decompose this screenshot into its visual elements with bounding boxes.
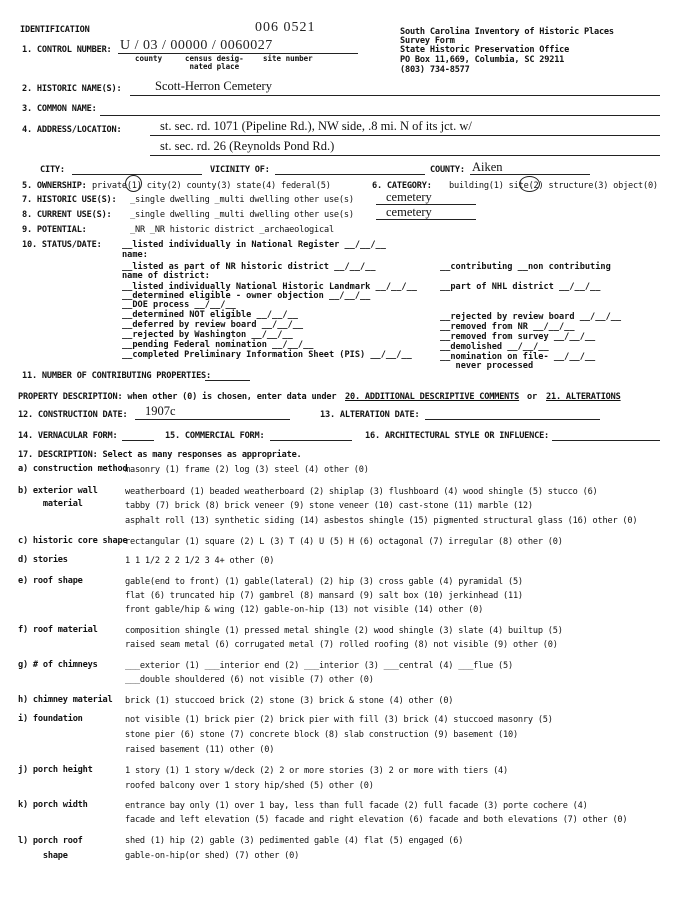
agency-line-3: State Historic Preservation Office	[400, 45, 570, 55]
row-option-line[interactable]: asphalt roll (13) synthetic siding (14) asbestos shingle (15) pigmented structural glass (16) other (0)	[125, 516, 638, 526]
row-option-line[interactable]: gable(end to front) (1) gable(lateral) (2) hip (3) cross gable (4) pyramidal (5)	[125, 577, 523, 587]
control-sub-county: county	[135, 54, 163, 63]
status-right-7[interactable]: __nomination on file- __/__/__	[440, 352, 596, 362]
historic-name-label: 2. HISTORIC NAME(S):	[22, 84, 122, 94]
control-number-value[interactable]: U / 03 / 00000 / 0060027	[120, 38, 273, 53]
row-option-line[interactable]: 1 story (1) 1 story w/deck (2) 2 or more stories (3) 2 or more with tiers (4)	[125, 766, 508, 776]
city-label: CITY:	[40, 165, 65, 175]
row-label: g) # of chimneys	[18, 660, 98, 670]
row-option-line[interactable]: front gable/hip & wing (12) gable-on-hip (13) not visible (14) other (0)	[125, 605, 484, 615]
row-option-line[interactable]: roofed balcony over 1 story hip/shed (5) other (0)	[125, 781, 374, 791]
commercial-underline	[270, 440, 352, 441]
status-left-3[interactable]: __listed as part of NR historic district __/__/__	[122, 262, 376, 272]
row-option-line[interactable]: ___exterior (1) ___interior end (2) ___interior (3) ___central (4) ___flue (5)	[125, 661, 513, 671]
common-name-label: 3. COMMON NAME:	[22, 104, 97, 114]
potential-label: 9. POTENTIAL:	[22, 225, 87, 235]
row-label: k) porch width	[18, 800, 88, 810]
row-option-line[interactable]: flat (6) truncated hip (7) gambrel (8) mansard (9) salt box (10) jerkinhead (11)	[125, 591, 523, 601]
row-option-line[interactable]: rectangular (1) square (2) L (3) T (4) U (5) H (6) octagonal (7) irregular (8) other (0)	[125, 537, 563, 547]
alteration-date-underline	[425, 419, 600, 420]
status-right-8: never processed	[440, 361, 534, 371]
ownership-options[interactable]: private(1) city(2) county(3) state(4) federal(5)	[92, 181, 331, 191]
vicinity-underline	[275, 174, 425, 175]
ownership-private-circle	[125, 175, 142, 192]
architectural-style-underline	[552, 440, 660, 441]
status-left-2: name:	[122, 250, 148, 260]
status-left-11[interactable]: __pending Federal nomination __/__/__	[122, 340, 314, 350]
control-number-label: 1. CONTROL NUMBER:	[22, 45, 112, 55]
status-right-1[interactable]: __contributing __non contributing	[440, 262, 611, 272]
agency-line-4: PO Box 11,669, Columbia, SC 29211	[400, 55, 565, 65]
row-option-line[interactable]: tabby (7) brick (8) brick veneer (9) stone veneer (10) cast-stone (11) marble (12)	[125, 501, 533, 511]
current-uses-value[interactable]: cemetery	[386, 205, 432, 219]
address-label: 4. ADDRESS/LOCATION:	[22, 125, 122, 135]
contributing-underline	[205, 380, 250, 381]
status-left-1[interactable]: __listed individually in National Register __/__/__	[122, 240, 386, 250]
status-right-2[interactable]: __part of NHL district __/__/__	[440, 282, 601, 292]
row-option-line[interactable]: brick (1) stuccoed brick (2) stone (3) brick & stone (4) other (0)	[125, 696, 454, 706]
county-label: COUNTY:	[430, 165, 465, 175]
historic-uses-options[interactable]: _single dwelling _multi dwelling other use(s)	[130, 195, 354, 205]
vernacular-form-label: 14. VERNACULAR FORM:	[18, 431, 118, 441]
status-left-10[interactable]: __rejected by Washington __/__/__	[122, 330, 293, 340]
agency-line-5: (803) 734-8577	[400, 65, 470, 75]
row-option-line[interactable]: gable-on-hip(or shed) (7) other (0)	[125, 851, 300, 861]
status-label: 10. STATUS/DATE:	[22, 240, 102, 250]
row-option-line[interactable]: not visible (1) brick pier (2) brick pier with fill (3) brick (4) stuccoed masonry (5)	[125, 715, 553, 725]
agency-line-1: South Carolina Inventory of Historic Places	[400, 27, 614, 37]
row-label: b) exterior wall material	[18, 486, 98, 509]
ownership-label: 5. OWNERSHIP:	[22, 181, 87, 191]
or-text: or	[527, 392, 537, 402]
common-name-underline	[100, 115, 660, 116]
row-label: l) porch roof shape	[18, 836, 83, 861]
row-label: c) historic core shape	[18, 536, 128, 546]
status-left-12[interactable]: __completed Preliminary Information Sheet (PIS) __/__/__	[122, 350, 412, 360]
row-label: h) chimney material	[18, 695, 113, 705]
row-label: d) stories	[18, 555, 68, 565]
address-line-2[interactable]: st. sec. rd. 26 (Reynolds Pond Rd.)	[160, 139, 335, 153]
status-right-4[interactable]: __removed from NR __/__/__	[440, 322, 575, 332]
contributing-label: 11. NUMBER OF CONTRIBUTING PROPERTIES:	[22, 371, 212, 381]
status-right-5[interactable]: __removed from survey __/__/__	[440, 332, 596, 342]
row-label: f) roof material	[18, 625, 98, 635]
status-left-5[interactable]: __listed individually National Historic Landmark __/__/__	[122, 282, 417, 292]
row-option-line[interactable]: composition shingle (1) pressed metal shingle (2) wood shingle (3) slate (4) builtup (5)	[125, 626, 563, 636]
row-option-line[interactable]: raised seam metal (6) corrugated metal (7) rolled roofing (8) not visible (9) other (0)	[125, 640, 558, 650]
status-left-4: name of district:	[122, 271, 210, 281]
row-option-line[interactable]: ___double shouldered (6) not visible (7) other (0)	[125, 675, 374, 685]
row-option-line[interactable]: weatherboard (1) beaded weatherboard (2) shiplap (3) flushboard (4) wood shingle (5) stucco (6)	[125, 487, 598, 497]
row-option-line[interactable]: facade and left elevation (5) facade and right elevation (6) facade and both elevations (7) other (0)	[125, 815, 628, 825]
row-label: i) foundation	[18, 714, 83, 724]
control-sub-site: site number	[263, 54, 313, 63]
category-options[interactable]: building(1) site(2) structure(3) object(0)	[449, 181, 658, 191]
row-label: a) construction method	[18, 464, 128, 474]
status-left-7[interactable]: __DOE process __/__/__	[122, 300, 236, 310]
row-option-line[interactable]: entrance bay only (1) over 1 bay, less than full facade (2) full facade (3) porte cochere (4)	[125, 801, 588, 811]
row-option-line[interactable]: masonry (1) frame (2) log (3) steel (4) other (0)	[125, 465, 369, 475]
row-label: e) roof shape	[18, 576, 83, 586]
architectural-style-label: 16. ARCHITECTURAL STYLE OR INFLUENCE:	[365, 431, 550, 441]
county-value[interactable]: Aiken	[472, 160, 503, 174]
status-left-8[interactable]: __determined NOT eligible __/__/__	[122, 310, 298, 320]
construction-date-label: 12. CONSTRUCTION DATE:	[18, 410, 128, 420]
current-uses-label: 8. CURRENT USE(S):	[22, 210, 112, 220]
row-option-line[interactable]: stone pier (6) stone (7) concrete block (8) slab construction (9) basement (10)	[125, 730, 518, 740]
address-line-1[interactable]: st. sec. rd. 1071 (Pipeline Rd.), NW side, .8 mi. N of its jct. w/	[160, 119, 472, 133]
historic-uses-value[interactable]: cemetery	[386, 190, 432, 204]
construction-date-value[interactable]: 1907c	[145, 404, 176, 418]
current-uses-options[interactable]: _single dwelling _multi dwelling other use(s)	[130, 210, 354, 220]
control-sub-census: census desig- nated place	[185, 54, 244, 71]
vernacular-underline	[122, 440, 154, 441]
alteration-date-label: 13. ALTERATION DATE:	[320, 410, 420, 420]
status-right-6[interactable]: __demolished __/__/__	[440, 342, 549, 352]
row-label: j) porch height	[18, 765, 93, 775]
current-uses-underline	[376, 219, 476, 220]
row-option-line[interactable]: 1 1 1/2 2 2 1/2 3 4+ other (0)	[125, 556, 275, 566]
construction-date-underline	[135, 419, 290, 420]
row-option-line[interactable]: raised basement (11) other (0)	[125, 745, 275, 755]
category-site-circle	[519, 176, 540, 192]
description-heading: 17. DESCRIPTION: Select as many responses as appropriate.	[18, 450, 302, 460]
status-left-9[interactable]: __deferred by review board __/__/__	[122, 320, 304, 330]
alterations-link[interactable]: 21. ALTERATIONS	[546, 392, 621, 402]
property-description-note: PROPERTY DESCRIPTION: when other (0) is chosen, enter data under	[18, 392, 337, 402]
commercial-form-label: 15. COMMERCIAL FORM:	[165, 431, 265, 441]
additional-comments-link[interactable]: 20. ADDITIONAL DESCRIPTIVE COMMENTS	[345, 392, 520, 402]
handwritten-file-number: 006 0521	[255, 20, 316, 35]
address-underline-2	[150, 155, 660, 156]
category-label: 6. CATEGORY:	[372, 181, 432, 191]
county-underline	[470, 174, 590, 175]
identification-heading: IDENTIFICATION	[20, 25, 90, 35]
row-option-line[interactable]: shed (1) hip (2) gable (3) pedimented gable (4) flat (5) engaged (6)	[125, 836, 464, 846]
status-right-3[interactable]: __rejected by review board __/__/__	[440, 312, 622, 322]
agency-line-2: Survey Form	[400, 36, 455, 46]
potential-options[interactable]: _NR _NR historic district _archaeological	[130, 225, 334, 235]
status-left-6[interactable]: __determined eligible - owner objection __/__/__	[122, 291, 371, 301]
historic-uses-label: 7. HISTORIC USE(S):	[22, 195, 117, 205]
vicinity-label: VICINITY OF:	[210, 165, 270, 175]
historic-name-value[interactable]: Scott-Herron Cemetery	[155, 79, 272, 93]
historic-name-underline	[130, 95, 660, 96]
address-underline-1	[150, 135, 660, 136]
